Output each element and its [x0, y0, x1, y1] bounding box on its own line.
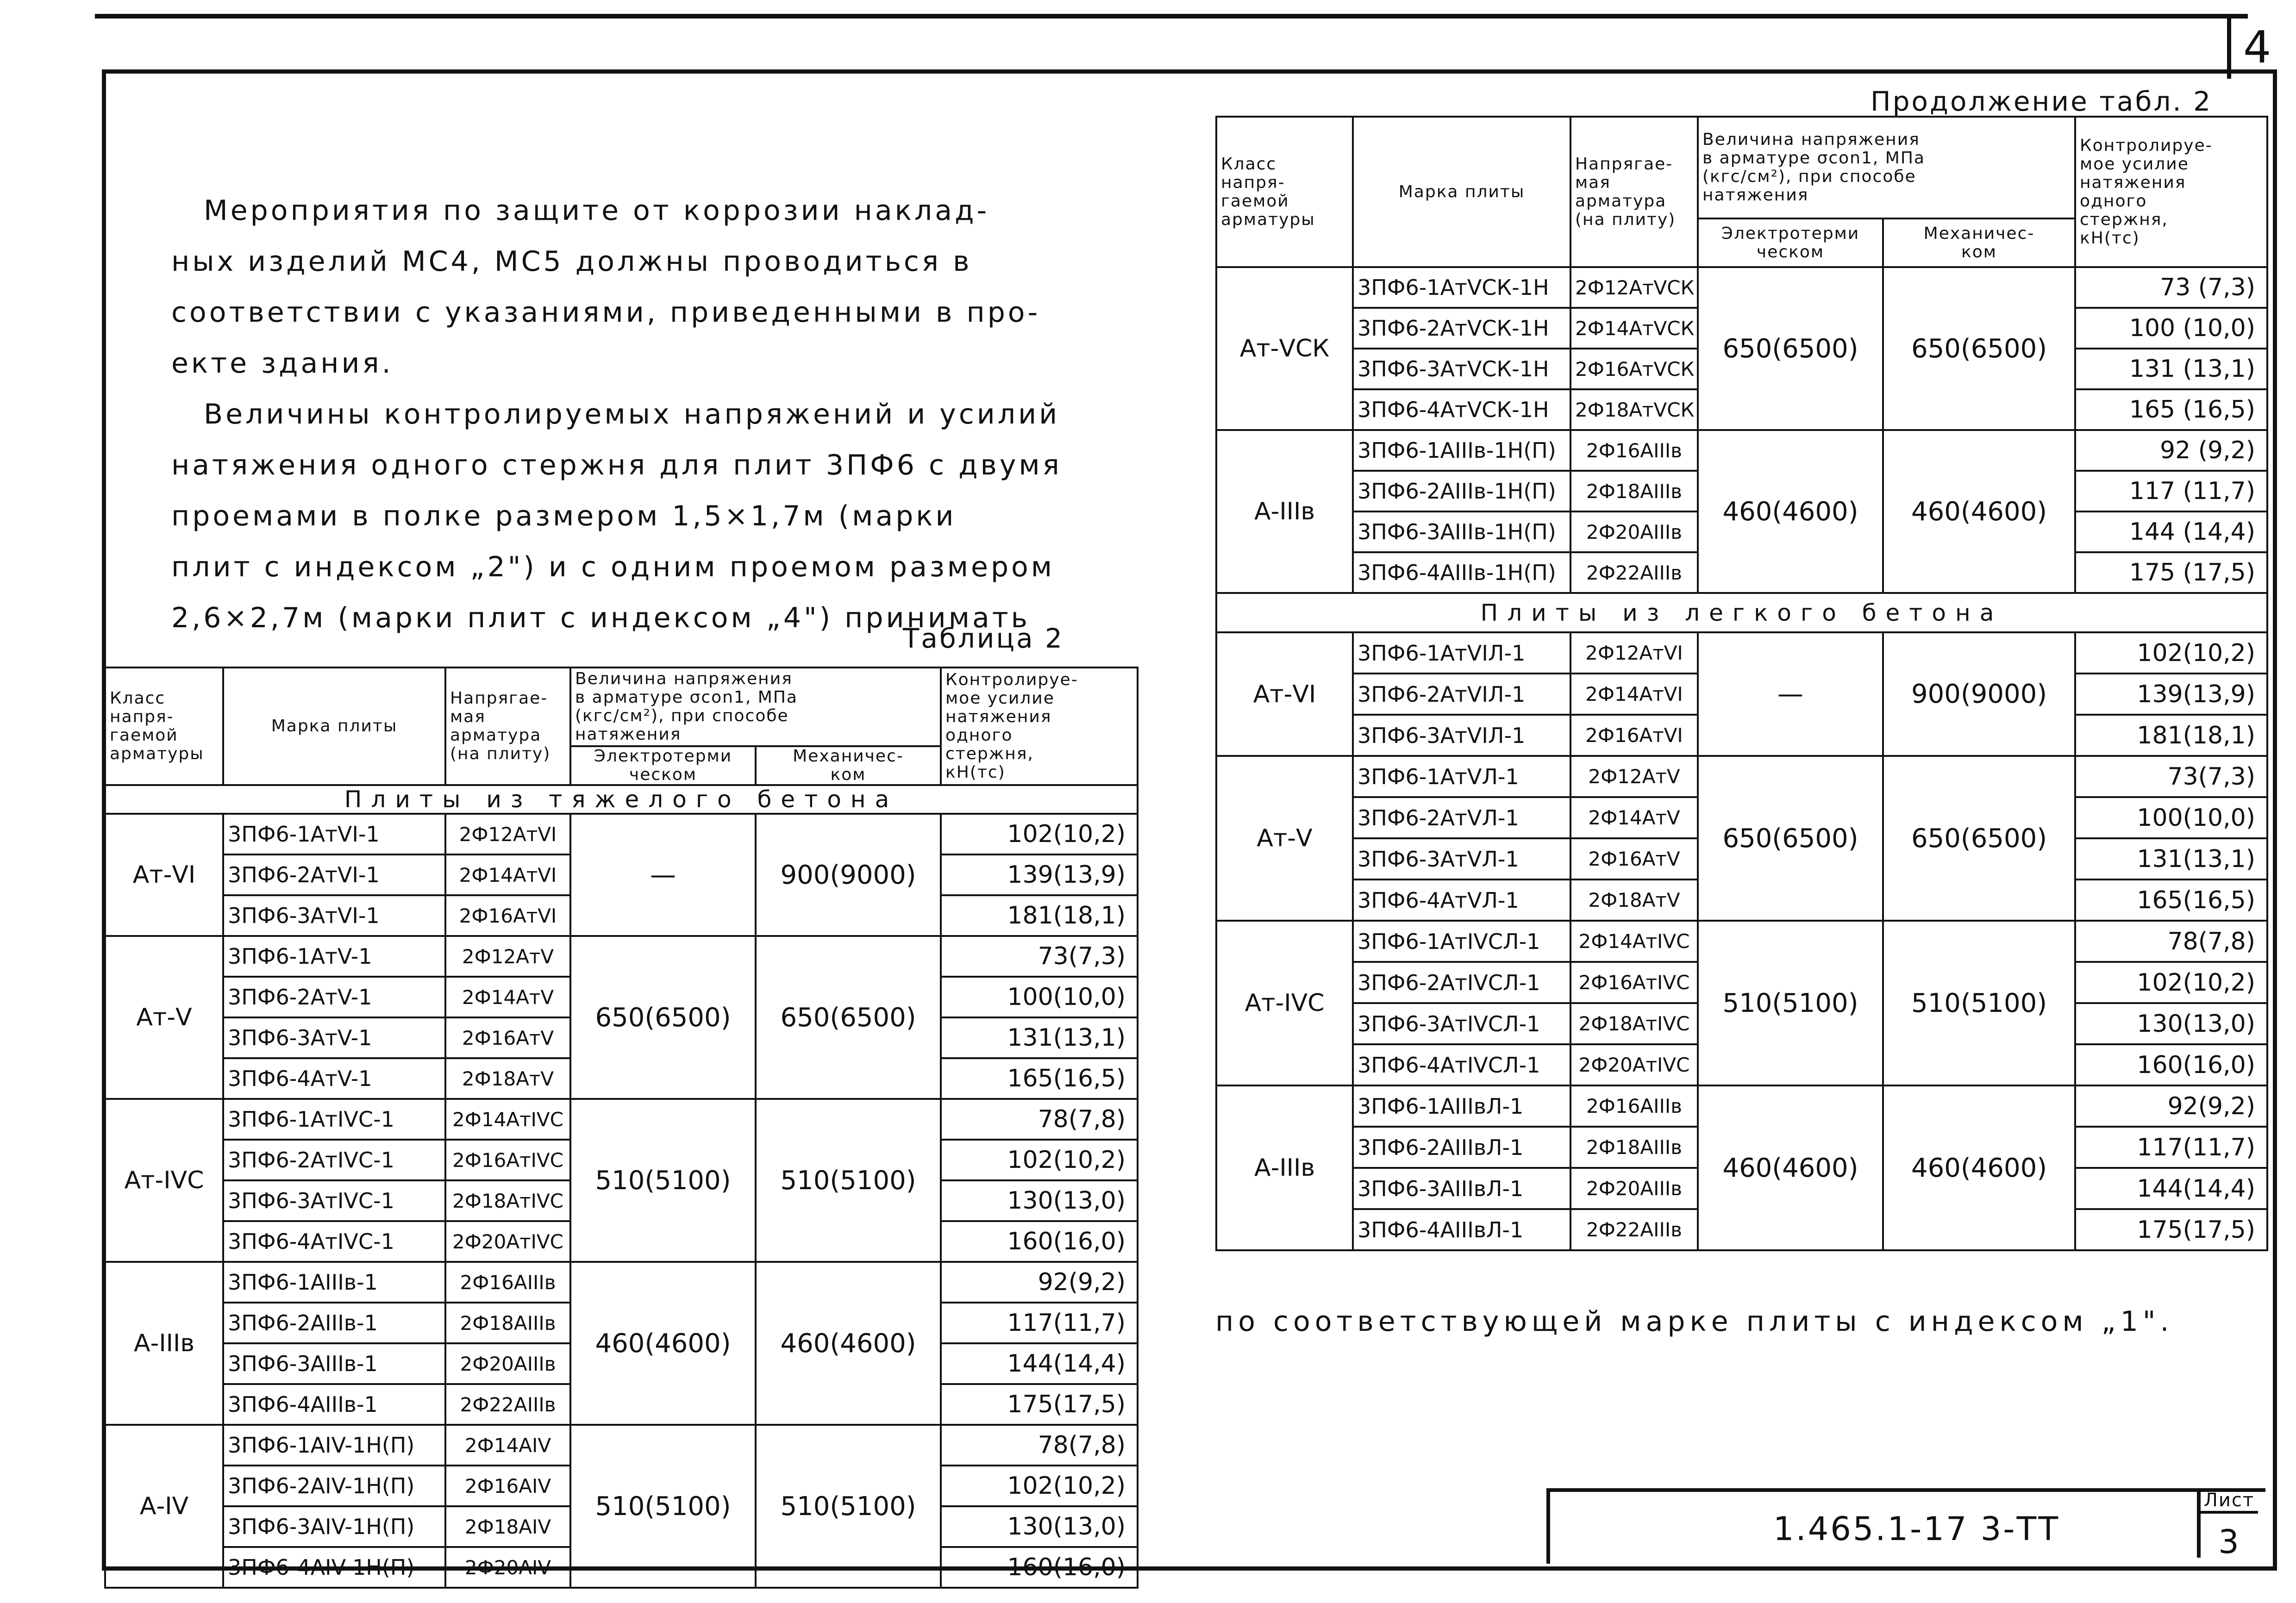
- force-cell: 144 (14,4): [2075, 511, 2267, 552]
- force-cell: 160(16,0): [2075, 1044, 2267, 1085]
- header-stress-line: в арматуре σcon1, МПа: [575, 688, 798, 707]
- slab-mark-cell: 3ПФ6-3АIV-1Н(П): [223, 1506, 445, 1547]
- intro-line: плит с индексом „2") и с одним проемом размером: [171, 551, 1055, 583]
- force-cell: 117(11,7): [941, 1303, 1138, 1343]
- header-mech-line: ком: [830, 765, 866, 784]
- header-force-line: одного: [945, 726, 1013, 745]
- header-rebar-line: мая: [450, 707, 486, 726]
- slab-mark-cell: 3ПФ6-2АтV-1: [223, 977, 445, 1017]
- rebar-cell: 2Ф16АIIIв: [445, 1262, 570, 1303]
- slab-mark-cell: 3ПФ6-3АIIIвЛ-1: [1353, 1168, 1570, 1209]
- rebar-cell: 2Ф16АтVСК: [1570, 349, 1698, 389]
- rebar-class-cell: Ат-V: [105, 936, 223, 1099]
- mech-stress-cell: 460(4600): [1883, 430, 2075, 593]
- page-number: 4: [2243, 22, 2272, 73]
- slab-mark-cell: 3ПФ6-4АIIIвЛ-1: [1353, 1209, 1570, 1250]
- force-cell: 139(13,9): [2075, 674, 2267, 715]
- slab-mark-cell: 3ПФ6-2АIIIв-1Н(П): [1353, 471, 1570, 511]
- slab-mark-cell: 3ПФ6-3АтVСК-1Н: [1353, 349, 1570, 389]
- rebar-cell: 2Ф20АIV: [445, 1547, 570, 1588]
- rebar-cell: 2Ф12АтV: [1570, 756, 1698, 797]
- force-cell: 160(16,0): [941, 1221, 1138, 1262]
- sheet-label: Лист: [2200, 1490, 2258, 1514]
- section-title: Плиты из тяжелого бетона: [105, 785, 1138, 814]
- rebar-cell: 2Ф20АIIIв: [445, 1343, 570, 1384]
- header-class-line: арматуры: [110, 744, 204, 763]
- header-class-line: напря-: [1221, 173, 1285, 192]
- rebar-class-cell: А-IIIв: [1216, 430, 1353, 593]
- electro-stress-cell: 460(4600): [1698, 1085, 1883, 1250]
- section-title: Плиты из легкого бетона: [1216, 593, 2267, 632]
- rebar-cell: 2Ф18АIIIв: [445, 1303, 570, 1343]
- force-cell: 78(7,8): [941, 1425, 1138, 1466]
- header-force: [941, 667, 1138, 785]
- slab-mark-cell: 3ПФ6-3АтIVСЛ-1: [1353, 1003, 1570, 1044]
- slab-mark-cell: 3ПФ6-3АтVIЛ-1: [1353, 715, 1570, 756]
- slab-mark-cell: 3ПФ6-4АIV-1Н(П): [223, 1547, 445, 1588]
- header-force-line: Контролируе-: [2080, 136, 2213, 155]
- slab-mark-cell: 3ПФ6-1АтVI-1: [223, 814, 445, 855]
- force-cell: 130(13,0): [2075, 1003, 2267, 1044]
- slab-mark-cell: 3ПФ6-3АтV-1: [223, 1017, 445, 1058]
- slab-mark-cell: 3ПФ6-1АIIIвЛ-1: [1353, 1085, 1570, 1127]
- header-class: [105, 667, 223, 785]
- slab-mark-cell: 3ПФ6-4АIIIв-1: [223, 1384, 445, 1425]
- rebar-cell: 2Ф14АтVСК: [1570, 308, 1698, 349]
- table-row: [105, 814, 1138, 855]
- force-cell: 102(10,2): [941, 1140, 1138, 1180]
- rebar-cell: 2Ф16АIV: [445, 1466, 570, 1506]
- force-cell: 175(17,5): [2075, 1209, 2267, 1250]
- header-stress-line: (кгс/см²), при способе: [575, 706, 789, 725]
- table-row: [105, 1099, 1138, 1140]
- slab-mark-cell: 3ПФ6-2АтVI-1: [223, 855, 445, 895]
- rebar-cell: 2Ф14АтVI: [1570, 674, 1698, 715]
- section-row: [105, 785, 1138, 814]
- force-cell: 117(11,7): [2075, 1127, 2267, 1168]
- top-rule: [95, 14, 2248, 19]
- force-cell: 165 (16,5): [2075, 389, 2267, 430]
- header-row: [105, 667, 1138, 746]
- force-cell: 165(16,5): [2075, 879, 2267, 921]
- slab-mark-cell: 3ПФ6-4АIIIв-1Н(П): [1353, 552, 1570, 593]
- rebar-cell: 2Ф16АIIIв: [1570, 430, 1698, 471]
- force-cell: 73(7,3): [2075, 756, 2267, 797]
- force-cell: 131(13,1): [2075, 838, 2267, 879]
- header-electro-line: ческом: [629, 765, 697, 784]
- intro-line: ных изделий МС4, МС5 должны проводиться в: [171, 245, 972, 278]
- force-cell: 100(10,0): [941, 977, 1138, 1017]
- rebar-cell: 2Ф14АIV: [445, 1425, 570, 1466]
- header-mark: Марка плиты: [1353, 117, 1570, 267]
- header-force-line: кН(тс): [2080, 228, 2140, 248]
- rebar-cell: 2Ф22АIIIв: [1570, 1209, 1698, 1250]
- slab-mark-cell: 3ПФ6-1АтVЛ-1: [1353, 756, 1570, 797]
- rebar-cell: 2Ф14АтV: [1570, 797, 1698, 838]
- slab-mark-cell: 3ПФ6-4АтIVС-1: [223, 1221, 445, 1262]
- slab-mark-cell: 3ПФ6-2АIIIвЛ-1: [1353, 1127, 1570, 1168]
- header-electro: [1698, 218, 1883, 267]
- header-stress-line: натяжения: [575, 725, 682, 744]
- rebar-class-cell: А-IIIв: [105, 1262, 223, 1425]
- header-class-line: напря-: [110, 707, 174, 726]
- header-rebar-line: (на плиту): [1575, 210, 1676, 229]
- force-cell: 175(17,5): [941, 1384, 1138, 1425]
- header-class-line: Класс: [110, 689, 166, 708]
- sheet-number: 3: [2218, 1523, 2240, 1561]
- header-force-line: мое усилие: [2080, 154, 2189, 174]
- table-row: [105, 1262, 1138, 1303]
- rebar-class-cell: Ат-VI: [1216, 632, 1353, 756]
- rebar-class-cell: Ат-VСК: [1216, 267, 1353, 430]
- header-mech-line: Механичес-: [793, 747, 904, 766]
- header-class-line: гаемой: [110, 726, 178, 745]
- force-cell: 102(10,2): [941, 1466, 1138, 1506]
- header-electro-line: Электротерми: [594, 747, 732, 766]
- electro-stress-cell: 460(4600): [1698, 430, 1883, 593]
- force-cell: 144(14,4): [941, 1343, 1138, 1384]
- slab-mark-cell: 3ПФ6-1АтIVС-1: [223, 1099, 445, 1140]
- header-stress-line: Величина напряжения: [575, 669, 793, 688]
- header-force-line: натяжения: [2080, 173, 2186, 192]
- rebar-cell: 2Ф18АтIVС: [1570, 1003, 1698, 1044]
- header-rebar-line: арматура: [1575, 191, 1667, 211]
- slab-mark-cell: 3ПФ6-2АтVЛ-1: [1353, 797, 1570, 838]
- rebar-cell: 2Ф14АтVI: [445, 855, 570, 895]
- slab-mark-cell: 3ПФ6-4АтVЛ-1: [1353, 879, 1570, 921]
- force-cell: 160(16,0): [941, 1547, 1138, 1588]
- rebar-cell: 2Ф20АтIVС: [1570, 1044, 1698, 1085]
- header-force-line: натяжения: [945, 707, 1052, 726]
- header-stress-line: (кгс/см²), при способе: [1702, 167, 1916, 186]
- force-cell: 130(13,0): [941, 1506, 1138, 1547]
- slab-mark-cell: 3ПФ6-2АтIVСЛ-1: [1353, 962, 1570, 1003]
- intro-line: Мероприятия по защите от коррозии наклад-: [204, 194, 990, 227]
- slab-mark-cell: 3ПФ6-3АтIVС-1: [223, 1180, 445, 1221]
- header-rebar-line: Напрягае-: [450, 689, 548, 708]
- header-class: [1216, 117, 1353, 267]
- rebar-cell: 2Ф22АIIIв: [1570, 552, 1698, 593]
- slab-mark-cell: 3ПФ6-3АтVЛ-1: [1353, 838, 1570, 879]
- slab-mark-cell: 3ПФ6-4АтVСК-1Н: [1353, 389, 1570, 430]
- rebar-class-cell: А-IV: [105, 1425, 223, 1588]
- electro-stress-cell: 650(6500): [1698, 756, 1883, 921]
- header-force-line: стержня,: [2080, 210, 2168, 229]
- closing-note: по соответствующей марке плиты с индексом „1".: [1215, 1305, 2174, 1338]
- slab-mark-cell: 3ПФ6-1АIIIв-1Н(П): [1353, 430, 1570, 471]
- rebar-class-cell: А-IIIв: [1216, 1085, 1353, 1250]
- header-rebar: [1570, 117, 1698, 267]
- force-cell: 100 (10,0): [2075, 308, 2267, 349]
- slab-mark-cell: 3ПФ6-4АтIVСЛ-1: [1353, 1044, 1570, 1085]
- mech-stress-cell: 460(4600): [1883, 1085, 2075, 1250]
- table-row: [1216, 756, 2267, 797]
- mech-stress-cell: 510(5100): [1883, 921, 2075, 1085]
- mech-stress-cell: 510(5100): [756, 1425, 941, 1588]
- slab-mark-cell: 3ПФ6-1АтV-1: [223, 936, 445, 977]
- slab-mark-cell: 3ПФ6-1АIV-1Н(П): [223, 1425, 445, 1466]
- rebar-cell: 2Ф16АтVI: [1570, 715, 1698, 756]
- rebar-cell: 2Ф18АIV: [445, 1506, 570, 1547]
- table-heavy-concrete: [104, 667, 1139, 1589]
- slab-mark-cell: 3ПФ6-2АIIIв-1: [223, 1303, 445, 1343]
- header-electro: [570, 746, 756, 785]
- header-electro-line: ческом: [1756, 242, 1825, 262]
- electro-stress-cell: —: [1698, 632, 1883, 756]
- rebar-cell: 2Ф16АтIVС: [445, 1140, 570, 1180]
- mech-stress-cell: 650(6500): [1883, 756, 2075, 921]
- electro-stress-cell: 650(6500): [570, 936, 756, 1099]
- electro-stress-cell: —: [570, 814, 756, 936]
- slab-mark-cell: 3ПФ6-1АтVСК-1Н: [1353, 267, 1570, 308]
- header-rebar: [445, 667, 570, 785]
- header-force-line: Контролируе-: [945, 670, 1078, 689]
- header-stress: [1698, 117, 2075, 218]
- rebar-class-cell: Ат-IVС: [1216, 921, 1353, 1085]
- force-cell: 92 (9,2): [2075, 430, 2267, 471]
- slab-mark-cell: 3ПФ6-2АтVСК-1Н: [1353, 308, 1570, 349]
- force-cell: 131 (13,1): [2075, 349, 2267, 389]
- rebar-cell: 2Ф14АтIVС: [445, 1099, 570, 1140]
- intro-line: натяжения одного стержня для плит 3ПФ6 с двумя: [171, 449, 1062, 481]
- table-row: [1216, 1085, 2267, 1127]
- mech-stress-cell: 510(5100): [756, 1099, 941, 1262]
- rebar-cell: 2Ф18АтVСК: [1570, 389, 1698, 430]
- rebar-class-cell: Ат-VI: [105, 814, 223, 936]
- slab-mark-cell: 3ПФ6-2АтVIЛ-1: [1353, 674, 1570, 715]
- slab-mark-cell: 3ПФ6-2АIV-1Н(П): [223, 1466, 445, 1506]
- table-row: [1216, 267, 2267, 308]
- rebar-cell: 2Ф16АтIVС: [1570, 962, 1698, 1003]
- header-electro-line: Электротерми: [1721, 224, 1860, 243]
- mech-stress-cell: 650(6500): [1883, 267, 2075, 430]
- slab-mark-cell: 3ПФ6-3АIIIв-1: [223, 1343, 445, 1384]
- rebar-cell: 2Ф12АтVСК: [1570, 267, 1698, 308]
- electro-stress-cell: 460(4600): [570, 1262, 756, 1425]
- header-force-line: стержня,: [945, 744, 1034, 763]
- table-continuation: [1215, 116, 2268, 1251]
- rebar-cell: 2Ф16АIIIв: [1570, 1085, 1698, 1127]
- document-code: 1.465.1-17 3-ТТ: [1773, 1510, 2060, 1548]
- force-cell: 181(18,1): [2075, 715, 2267, 756]
- force-cell: 92(9,2): [2075, 1085, 2267, 1127]
- rebar-class-cell: Ат-V: [1216, 756, 1353, 921]
- force-cell: 92(9,2): [941, 1262, 1138, 1303]
- force-cell: 130(13,0): [941, 1180, 1138, 1221]
- slab-mark-cell: 3ПФ6-3АIIIв-1Н(П): [1353, 511, 1570, 552]
- slab-mark-cell: 3ПФ6-1АтIVСЛ-1: [1353, 921, 1570, 962]
- header-stress: [570, 667, 941, 746]
- header-rebar-line: мая: [1575, 173, 1611, 192]
- mech-stress-cell: 650(6500): [756, 936, 941, 1099]
- force-cell: 78(7,8): [2075, 921, 2267, 962]
- force-cell: 102(10,2): [941, 814, 1138, 855]
- rebar-cell: 2Ф20АIIIв: [1570, 511, 1698, 552]
- force-cell: 139(13,9): [941, 855, 1138, 895]
- header-rebar-line: арматура: [450, 726, 542, 745]
- header-mech: [756, 746, 941, 785]
- force-cell: 102(10,2): [2075, 962, 2267, 1003]
- header-mech-line: ком: [1961, 242, 1997, 262]
- rebar-cell: 2Ф18АIIIв: [1570, 1127, 1698, 1168]
- table-continuation-caption: Продолжение табл. 2: [1871, 86, 2213, 117]
- rebar-cell: 2Ф14АтV: [445, 977, 570, 1017]
- header-rebar-line: (на плиту): [450, 744, 551, 763]
- force-cell: 144(14,4): [2075, 1168, 2267, 1209]
- slab-mark-cell: 3ПФ6-1АтVIЛ-1: [1353, 632, 1570, 674]
- rebar-cell: 2Ф20АIIIв: [1570, 1168, 1698, 1209]
- intro-line: Величины контролируемых напряжений и усилий: [204, 398, 1060, 430]
- rebar-cell: 2Ф14АтIVС: [1570, 921, 1698, 962]
- intro-line: 2,6×2,7м (марки плит с индексом „4") принимать: [171, 602, 1031, 634]
- force-cell: 102(10,2): [2075, 632, 2267, 674]
- electro-stress-cell: 510(5100): [570, 1425, 756, 1588]
- rebar-cell: 2Ф18АтV: [445, 1058, 570, 1099]
- header-force-line: мое усилие: [945, 689, 1055, 708]
- header-rebar-line: Напрягае-: [1575, 154, 1673, 174]
- mech-stress-cell: 900(9000): [756, 814, 941, 936]
- header-stress-line: в арматуре σcon1, МПа: [1702, 149, 1925, 168]
- table-row: [105, 1425, 1138, 1466]
- header-mech: [1883, 218, 2075, 267]
- header-force-line: одного: [2080, 191, 2147, 211]
- table-row: [1216, 632, 2267, 674]
- force-cell: 100(10,0): [2075, 797, 2267, 838]
- rebar-cell: 2Ф12АтVI: [1570, 632, 1698, 674]
- force-cell: 165(16,5): [941, 1058, 1138, 1099]
- slab-mark-cell: 3ПФ6-4АтV-1: [223, 1058, 445, 1099]
- section-row: [1216, 593, 2267, 632]
- header-mark: Марка плиты: [223, 667, 445, 785]
- force-cell: 78(7,8): [941, 1099, 1138, 1140]
- rebar-cell: 2Ф16АтV: [1570, 838, 1698, 879]
- force-cell: 181(18,1): [941, 895, 1138, 936]
- page-corner-rule: [2227, 14, 2231, 79]
- slab-mark-cell: 3ПФ6-1АIIIв-1: [223, 1262, 445, 1303]
- header-stress-line: натяжения: [1702, 186, 1809, 205]
- force-cell: 73(7,3): [941, 936, 1138, 977]
- electro-stress-cell: 650(6500): [1698, 267, 1883, 430]
- slab-mark-cell: 3ПФ6-2АтIVС-1: [223, 1140, 445, 1180]
- electro-stress-cell: 510(5100): [1698, 921, 1883, 1085]
- force-cell: 131(13,1): [941, 1017, 1138, 1058]
- rebar-cell: 2Ф12АтVI: [445, 814, 570, 855]
- rebar-cell: 2Ф22АIIIв: [445, 1384, 570, 1425]
- intro-line: проемами в полке размером 1,5×1,7м (марки: [171, 500, 957, 532]
- header-mech-line: Механичес-: [1923, 224, 2035, 243]
- header-row: [1216, 117, 2267, 218]
- intro-line: соответствии с указаниями, приведенными в про-: [171, 296, 1041, 329]
- rebar-cell: 2Ф18АтV: [1570, 879, 1698, 921]
- header-force-line: кН(тс): [945, 763, 1006, 782]
- table-row: [1216, 430, 2267, 471]
- rebar-cell: 2Ф18АIIIв: [1570, 471, 1698, 511]
- table-caption: Таблица 2: [903, 623, 1064, 654]
- table-row: [1216, 921, 2267, 962]
- mech-stress-cell: 460(4600): [756, 1262, 941, 1425]
- header-stress-line: Величина напряжения: [1702, 130, 1920, 149]
- header-class-line: гаемой: [1221, 191, 1289, 211]
- force-cell: 175 (17,5): [2075, 552, 2267, 593]
- force-cell: 117 (11,7): [2075, 471, 2267, 511]
- electro-stress-cell: 510(5100): [570, 1099, 756, 1262]
- rebar-class-cell: Ат-IVС: [105, 1099, 223, 1262]
- rebar-cell: 2Ф16АтVI: [445, 895, 570, 936]
- slab-mark-cell: 3ПФ6-3АтVI-1: [223, 895, 445, 936]
- table-row: [105, 936, 1138, 977]
- force-cell: 73 (7,3): [2075, 267, 2267, 308]
- rebar-cell: 2Ф18АтIVС: [445, 1180, 570, 1221]
- header-class-line: арматуры: [1221, 210, 1315, 229]
- rebar-cell: 2Ф12АтV: [445, 936, 570, 977]
- header-force: [2075, 117, 2267, 267]
- intro-line: екте здания.: [171, 347, 394, 380]
- header-class-line: Класс: [1221, 154, 1277, 174]
- mech-stress-cell: 900(9000): [1883, 632, 2075, 756]
- intro-paragraph: [171, 185, 1181, 643]
- rebar-cell: 2Ф20АтIVС: [445, 1221, 570, 1262]
- rebar-cell: 2Ф16АтV: [445, 1017, 570, 1058]
